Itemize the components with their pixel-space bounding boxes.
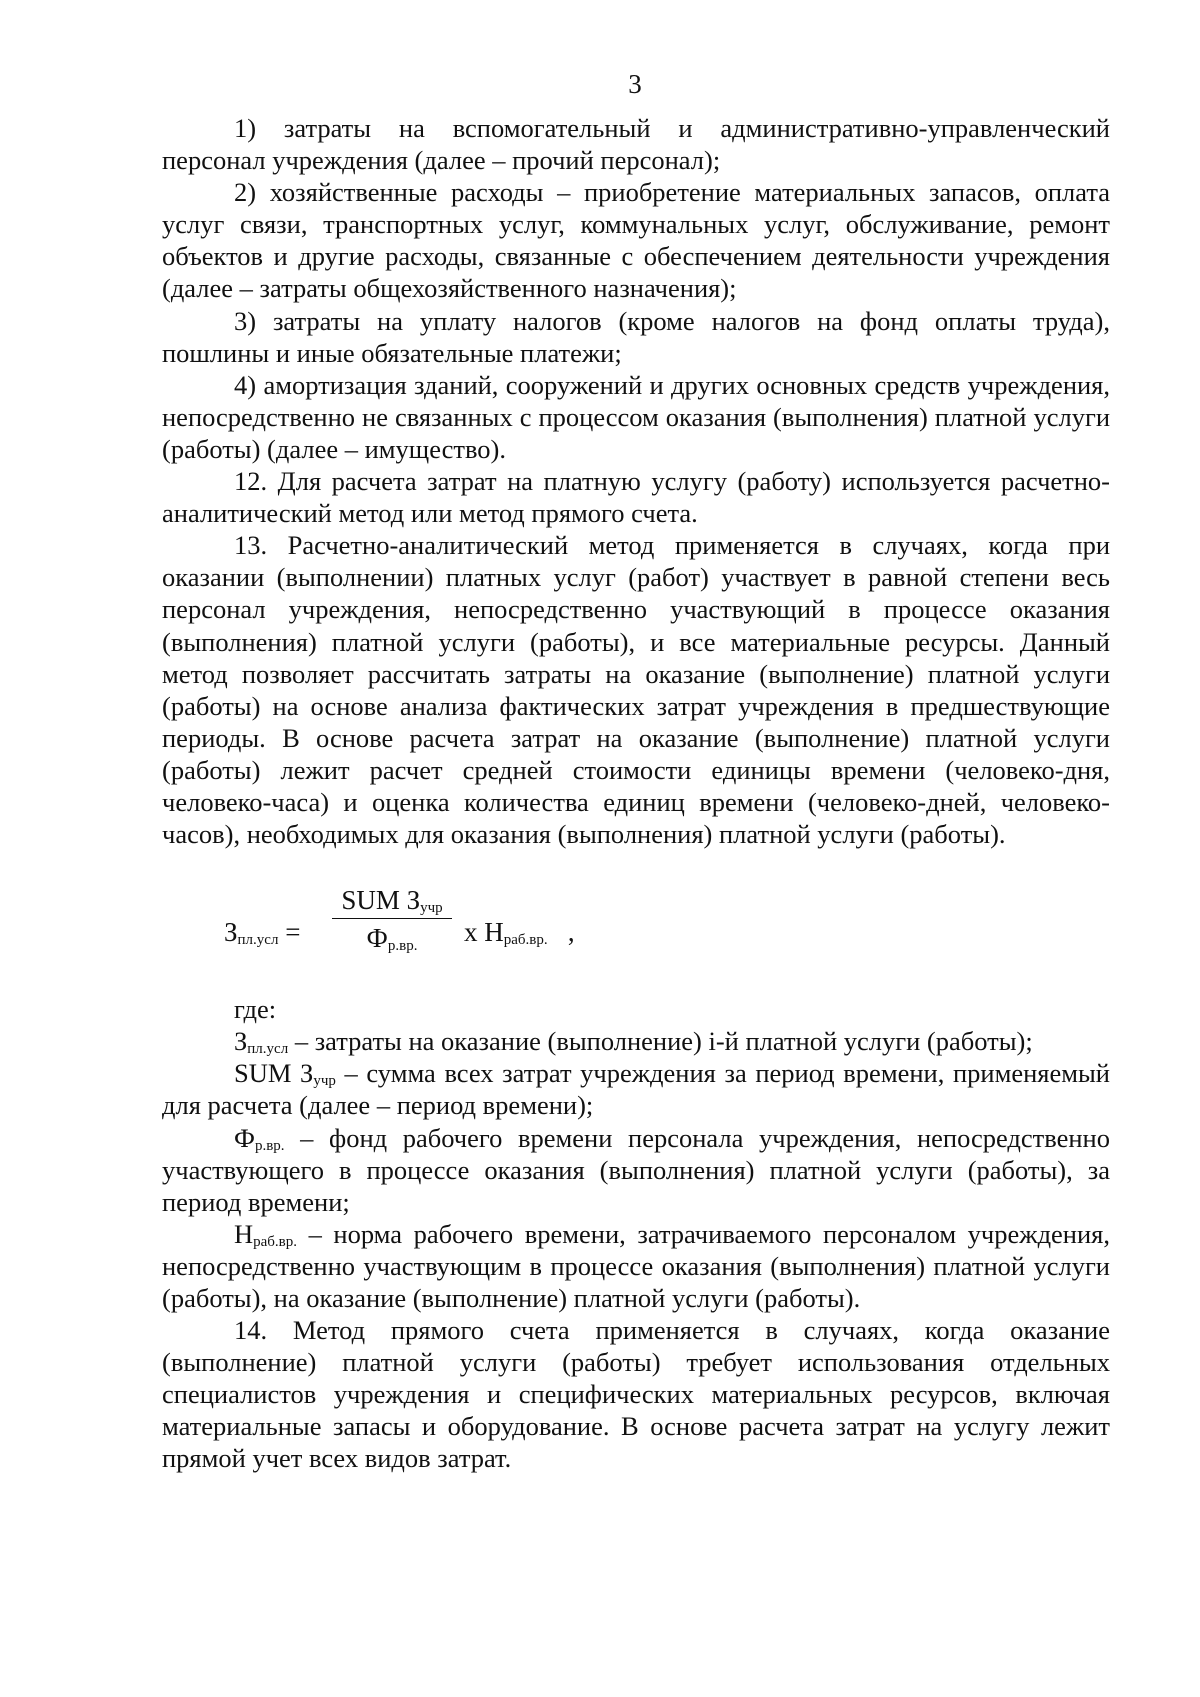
- paragraph-item-1: 1) затраты на вспомогательный и административно-управленческий персонал учреждения (далее – прочий персонал);: [162, 113, 1110, 176]
- definition-sum: [162, 1057, 1110, 1121]
- formula-lhs-symbol: З: [224, 917, 238, 948]
- def-sub: пл.усл: [247, 1041, 289, 1058]
- formula-numerator-text: SUM З: [341, 885, 421, 916]
- paragraph-item-2: 2) хозяйственные расходы – приобретение материальных запасов, оплата услуг связи, транспортных услуг, коммунальных услуг, обслуживание, ремонт объектов и другие расходы, связанные с обеспечением деятельности учреждения (далее – затраты общехозяйственного назначения);: [162, 177, 1110, 304]
- def-text: – норма рабочего времени, затрачиваемого персоналом учреждения, непосредственно участвующим в процессе оказания (выполнения) платной услуги (работы), на оказание (выполнение) платной услуги (работы).: [162, 1218, 1110, 1313]
- def-text: – фонд рабочего времени персонала учреждения, непосредственно участвующего в процессе оказания (выполнения) платной услуги (работы), за период времени;: [162, 1122, 1110, 1217]
- def-sub: р.вр.: [254, 1137, 285, 1154]
- where-label: где:: [234, 994, 277, 1025]
- fraction-bar: [332, 918, 452, 919]
- def-sub: раб.вр.: [253, 1233, 298, 1250]
- page-number: 3: [628, 69, 642, 99]
- def-symbol: З: [234, 1026, 248, 1057]
- document-body: [162, 112, 1110, 1475]
- formula-equals: =: [285, 917, 301, 948]
- formula-rhs: [464, 916, 575, 948]
- definition-zpl: [162, 1025, 1110, 1057]
- paragraph-12: 12. Для расчета затрат на платную услугу (работу) используется расчетно-аналитический метод или метод прямого счета.: [162, 466, 1110, 529]
- cost-formula: [162, 870, 1110, 985]
- def-symbol: Н: [234, 1218, 254, 1249]
- definition-fund: [162, 1122, 1110, 1218]
- formula-lhs-sub: пл.усл: [237, 932, 279, 949]
- paragraph-13: 13. Расчетно-аналитический метод применяется в случаях, когда при оказании (выполнении) платных услуг (работ) участвует в равной степени весь персонал учреждения, непосредственно участвующий в процессе оказания (выполнения) платной услуги (работы), и все материальные ресурсы. Данный метод позволяет рассчитать затраты на оказание (выполнение) платной услуги (работы) на основе анализа фактических затрат учреждения в предшествующие периоды. В основе расчета затрат на оказание (выполнение) платной услуги (работы) лежит расчет средней стоимости единицы времени (человеко-дня, человеко-часа) и оценка количества единиц времени (человеко-дней, человеко-часов), необходимых для оказания (выполнения) платной услуги (работы).: [162, 530, 1110, 850]
- formula-lhs: [224, 916, 300, 948]
- def-text: – сумма всех затрат учреждения за период времени, применяемый для расчета (далее – период времени);: [162, 1058, 1110, 1121]
- formula-fraction: [332, 884, 452, 954]
- paragraph-item-4: 4) амортизация зданий, сооружений и других основных средств учреждения, непосредственно не связанных с процессом оказания (выполнения) платной услуги (работы) (далее – имущество).: [162, 369, 1110, 464]
- paragraph-14: 14. Метод прямого счета применяется в случаях, когда оказание (выполнение) платной услуги (работы) требует использования отдельных специалистов учреждения и специфических материальных ресурсов, включая материальные запасы и оборудование. В основе расчета затрат на услугу лежит прямой учет всех видов затрат.: [162, 1315, 1110, 1474]
- def-symbol: SUM З: [234, 1058, 314, 1089]
- formula-trailing: ,: [567, 917, 575, 948]
- def-sub: учр: [313, 1073, 336, 1090]
- formula-denominator-sub: р.вр.: [387, 938, 418, 955]
- formula-times: х Н: [464, 917, 504, 948]
- formula-numerator-sub: учр: [420, 900, 443, 917]
- def-symbol: Ф: [234, 1122, 255, 1153]
- definition-norm: [162, 1218, 1110, 1314]
- formula-times-sub: раб.вр.: [503, 932, 548, 949]
- paragraph-item-3: 3) затраты на уплату налогов (кроме налогов на фонд оплаты труда), пошлины и иные обязательные платежи;: [162, 305, 1110, 368]
- def-text: – затраты на оказание (выполнение) i-й платной услуги (работы);: [288, 1026, 1033, 1057]
- formula-denominator: [332, 922, 452, 954]
- formula-denominator-symbol: Ф: [366, 923, 388, 954]
- formula-numerator: [332, 884, 452, 916]
